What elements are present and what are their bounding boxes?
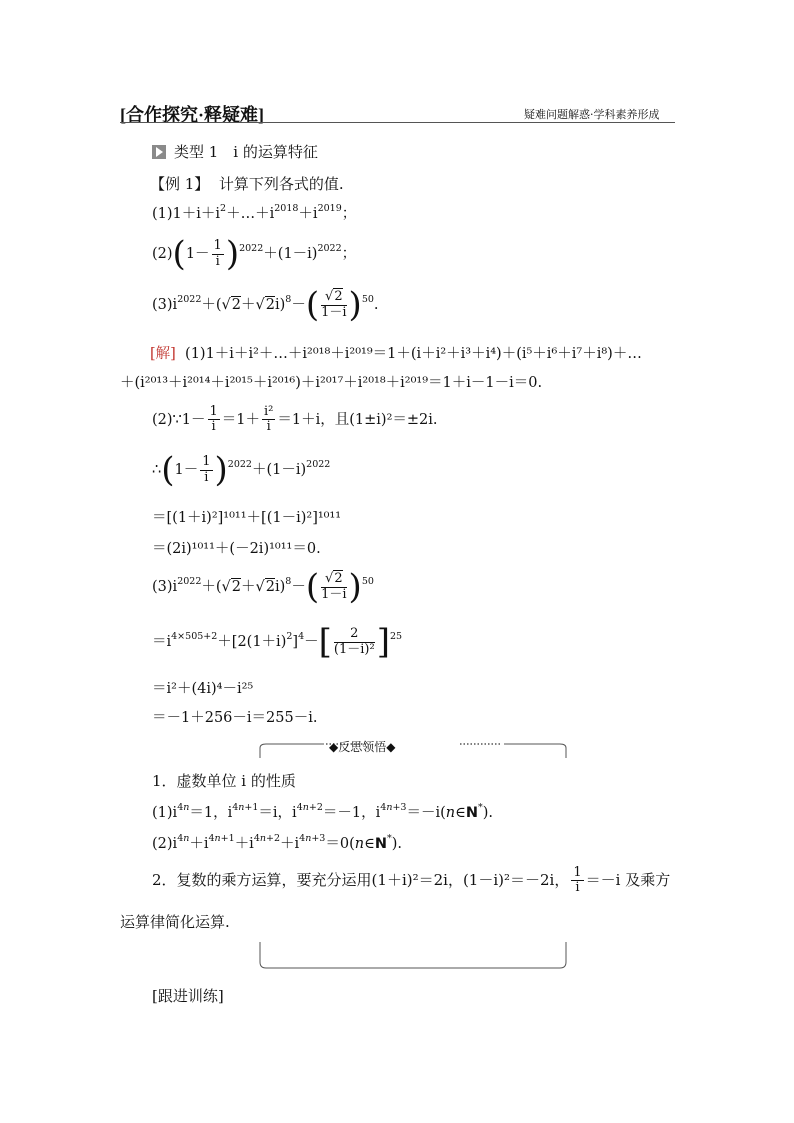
- diamond-icon: ◆: [386, 740, 396, 754]
- reflection-p1: 1．虚数单位 i 的性质: [152, 772, 296, 790]
- solution-line-2: ＋(i²⁰¹³＋i²⁰¹⁴＋i²⁰¹⁵＋i²⁰¹⁶)＋i²⁰¹⁷＋i²⁰¹⁸＋i²⁰¹⁹＝1＋i－1－i＝0.: [120, 375, 543, 391]
- play-triangle-icon: [152, 145, 166, 159]
- reflection-title: ◆反思领悟◆: [329, 740, 396, 754]
- solution-line-6: ＝(2i)¹⁰¹¹＋(－2i)¹⁰¹¹＝0.: [152, 541, 321, 557]
- reflection-bracket-bottom: [258, 940, 570, 970]
- solution-line-1: [解] (1)1＋i＋i²＋…＋i²⁰¹⁸＋i²⁰¹⁹＝1＋(i＋i²＋i³＋i⁴)＋(i⁵＋i⁶＋i⁷＋i⁸)＋…: [150, 346, 642, 362]
- problem-3: $(3)i^{2022}+(√2+√2i)^8-$( $\frac{√2}{1-i}$ )$^{50}$.: [152, 285, 379, 325]
- reflection-p1-b: $(2)i^{4n}+i^{4n+1}+i^{4n+2}+i^{4n+3}=0(n\in N^*)$.: [152, 833, 402, 852]
- type-heading: [152, 141, 318, 162]
- solution-line-10: ＝－1＋256－i＝255－i.: [152, 710, 318, 726]
- solution-line-8: $=i^{4\times 505+2}+[2(1+i)^2]^4-$[ $\frac{2}{\text{(1－i)²}}$ ]$^{25}$: [152, 622, 403, 662]
- followup-label: [跟进训练]: [152, 987, 224, 1005]
- example-label: 【例 1】: [150, 175, 210, 193]
- reflection-p2: 2．复数的乘方运算，要充分运用(1＋i)²＝2i，(1－i)²＝－2i， $\frac{1}{i}$ ＝－i 及乘方: [152, 865, 671, 896]
- problem-1: $(1)1+i+i^2+\dots+i^{2018}+i^{2019}$；: [152, 203, 357, 222]
- reflection-p1-a: $(1)i^{4n}=1$，$i^{4n+1}=i$，$i^{4n+2}=-1$，$i^{4n+3}=-i(n\in N^*)$.: [152, 802, 493, 821]
- example-prompt: 计算下列各式的值.: [218, 175, 344, 193]
- solution-line-9: ＝i²＋(4i)⁴－i²⁵: [152, 681, 254, 697]
- section-tag: 疑难问题解惑·学科素养形成: [524, 108, 660, 121]
- solution-line-7: $(3)i^{2022}+(√2+√2i)^8-$( $\frac{√2}{1-i}$ )$^{50}$: [152, 567, 374, 607]
- solution-line-3: (2)∵1－ $\frac{1}{i}$ ＝1＋ $\frac{\text{i²}}{i}$ ＝1＋i，且(1±i)²＝±2i.: [152, 404, 438, 435]
- solution-line-4: ∴(1－ $\frac{1}{i}$ )$^{2022}+(1-i)^{2022}$: [152, 450, 331, 490]
- header-rule: [120, 122, 675, 123]
- type-title: 类型 1 i 的运算特征: [174, 143, 318, 161]
- solution-line-5: ＝[(1＋i)²]¹⁰¹¹＋[(1－i)²]¹⁰¹¹: [152, 510, 342, 526]
- reflection-bracket-top: [258, 738, 570, 760]
- diamond-icon: ◆: [329, 740, 339, 754]
- reflection-p2-cont: 运算律简化运算.: [120, 913, 230, 931]
- section-title: [合作探究·释疑难]: [120, 105, 264, 125]
- example-line: [150, 173, 344, 194]
- problem-2: (2)(1－ $\frac{1}{i}$ )$^{2022}+(1-i)^{2022}$；: [152, 234, 357, 274]
- solution-label: [解]: [150, 346, 176, 362]
